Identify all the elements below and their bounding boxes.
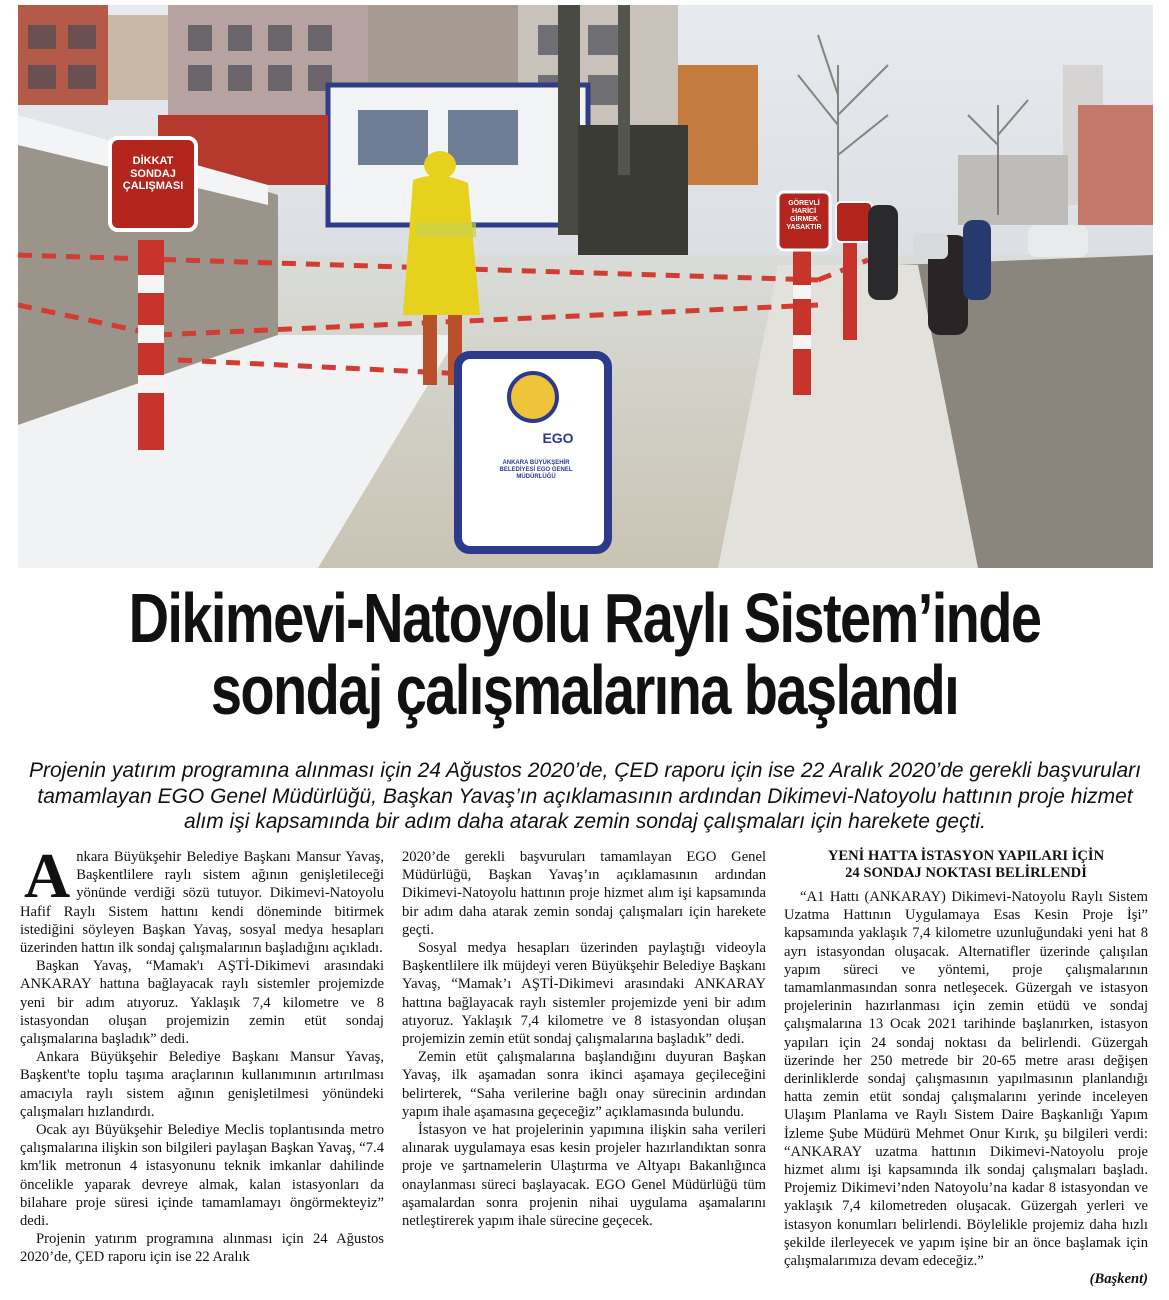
project-board-text: ANKARA BÜYÜKŞEHİR BELEDİYESİ EGO GENEL MÜDÜRLÜĞÜ [499,460,573,480]
paragraph: Ankara Büyükşehir Belediye Başkanı Mansur Yavaş, Başkentlilere raylı sistem ağının genişletileceği yönünde verdiği sözü tutuyor. Dikimevi-Natoyolu Hafif Raylı Sistem hattını kendi döneminde bitirmek istediğini söyleyen Başkan Yavaş, sosyal medya hesapları üzerinden hattın ilk sondaj çalışmalarının başladığını açıkladı. [20,840,384,957]
headline-line-1: Dikimevi-Natoyolu Raylı Sistem’inde [128,579,1041,657]
project-board-logo: EGO [542,430,574,446]
paragraph: Zemin etüt çalışmalarına başlandığını duyuran Başkan Yavaş, ilk aşamadan sonra ikinci aşamaya geçileceğini belirterek, “Saha verilerine bağlı onay sürecinin ardından yapım ihale aşamasına geçeceğiz” açıklamasında bulundu. [402,1049,766,1120]
news-photo [18,5,1153,568]
paragraph: “A1 Hattı (ANKARAY) Dikimevi-Natoyolu Raylı Sistem Uzatma Hattının Uygulamaya Esas Kesin Proje İşi” kapsamında yaklaşık 7,4 kilometre uzunluğundaki yeni hat 8 ayrı istasyondan oluşacak. Alternatifler üzerinde çalışılan yapım süreci ve yöntemi, proje çalışmalarının tamamlanmasından sonra netleşecek. Güzergah ve istasyon projelerinin hazırlanması için zemin etüdü ve sondaj çalışmalarına 13 Ocak 2021 tarihinde başlanırken, istasyon yapıları için 24 sondaj noktası da belirlendi. Güzergah üzerinde her 250 metrede bir 20-65 metre arası değişen derinliklerde sondaj çalışmasının yapılmasının planlandığı hatta zemin etüt sondaj çalışmalarını yerinde inceleyen Ulaşım Planlama ve Raylı Sistem Daire Başkanlığı Yapım İzleme Şube Müdürü Mehmet Onur Kırık, şu bilgileri verdi: “ANKARAY uzatma hattının Dikimevi-Natoyolu proje hizmet alımı işi kapsamında ilk sondaj çalışmaları başladı. Projemiz Dikimevi’nden Natoyolu’na kadar 8 istasyondan ve yaklaşık 7,4 kilometreden oluşacak. Güzergah yerleri ve istasyon konumları belirlendi. Böylelikle projemiz daha hızlı şekilde ilerleyecek ve yapım işine bir an önce başlamak için çalışmalarımıza devam edeceğiz.” [784,889,1148,1270]
subheading-line-1: YENİ HATTA İSTASYON YAPILARI İÇİN [827,848,1105,864]
warning-sign-drilling: DİKKAT SONDAJ ÇALIŞMASI [122,155,184,193]
headline-line-2: sondaj çalışmalarına başlandı [210,651,959,729]
paragraph: Ocak ayı Büyükşehir Belediye Meclis toplantısında metro çalışmalarına ilişkin son bilgileri paylaşan Başkan Yavaş, “7.4 km'lik metronun 4 istasyonunu teknik imkanlar dahilinde öncelikle yaparak devreye almak, kalan istasyonları da bilahare proje süresi içinde tamamlamayı öngörmekteyiz” dedi. [20,1122,384,1230]
article-column-1 [20,840,384,1267]
paragraph: Projenin yatırım programına alınması için 24 Ağustos 2020’de, ÇED raporu için ise 22 Aralık [20,1231,384,1266]
article-column-2 [402,848,766,1230]
warning-sign-no-entry: GÖREVLİ HARİCİ GİRMEK YASAKTIR [786,200,822,232]
headline [117,579,1052,729]
drop-cap: A [24,840,71,911]
lead-paragraph: Projenin yatırım programına alınması için 24 Ağustos 2020’de, ÇED raporu için ise 22 Aralık 2020’de gerekli başvuruları tamamlayan EGO Genel Müdürlüğü, Başkan Yavaş’ın açıklamasının ardından Dikimevi-Natoyolu hattının proje hizmet alım işi kapsamında bir adım daha atarak zemin sondaj çalışmaları için harekete geçti. [28,759,1141,833]
paragraph: İstasyon ve hat projelerinin yapımına ilişkin saha verileri alınarak uygulamaya esas kesin projeler hazırlandıktan sonra proje ve şartnamelerin Ulaştırma ve Altyapı Bakanlığınca onaylanması süreci başlayacak. EGO Genel Müdürlüğü tüm aşamalardan sonra projenin nihai uygulama aşamalarını netleştirerek yapım ihale sürecine geçecek. [402,1122,766,1230]
paragraph: Başkan Yavaş, “Mamak'ı AŞTİ-Dikimevi arasındaki ANKARAY hattına bağlayacak raylı sistemler projemizde yeni bir adım atıyoruz. Yaklaşık 7,4 kilometre ve 8 istasyondan oluşan projemizin zemin etüt sondaj çalışmalarına başladık” dedi. [20,958,384,1048]
paragraph: Sosyal medya hesapları üzerinden paylaştığı videoyla Başkentlilere ilk müjdeyi veren Büyükşehir Belediye Başkanı Yavaş, “Mamak’ı AŞTİ-Dikimevi arasındaki ANKARAY hattına bağlayacak raylı sistemler projemizde yeni bir adım atıyoruz. Yaklaşık 7,4 kilometre ve 8 istasyondan oluşan projemizin zemin etüt sondaj çalışmalarına başladık” dedi. [402,940,766,1048]
paragraph: Ankara Büyükşehir Belediye Başkanı Mansur Yavaş, Başkent'te toplu taşıma araçlarının kullanımının artırılması amacıyla raylı sistem ağının genişletilmesi yönündeki çalışmaları hızlandırdı. [20,1049,384,1120]
subheading [784,848,1148,882]
source-signature: (Başkent) [1089,1271,1148,1288]
subheading-line-2: 24 SONDAJ NOKTASI BELİRLENDİ [845,865,1087,881]
paragraph: 2020’de gerekli başvuruları tamamlayan EGO Genel Müdürlüğü, Başkan Yavaş’ın açıklamasının ardından Dikimevi-Natoyolu hattının proje hizmet alım işi kapsamında bir adım daha atarak zemin sondaj çalışmaları için harekete geçti. [402,849,766,938]
photo-illustration [18,5,1153,568]
article-column-3 [784,848,1148,1288]
